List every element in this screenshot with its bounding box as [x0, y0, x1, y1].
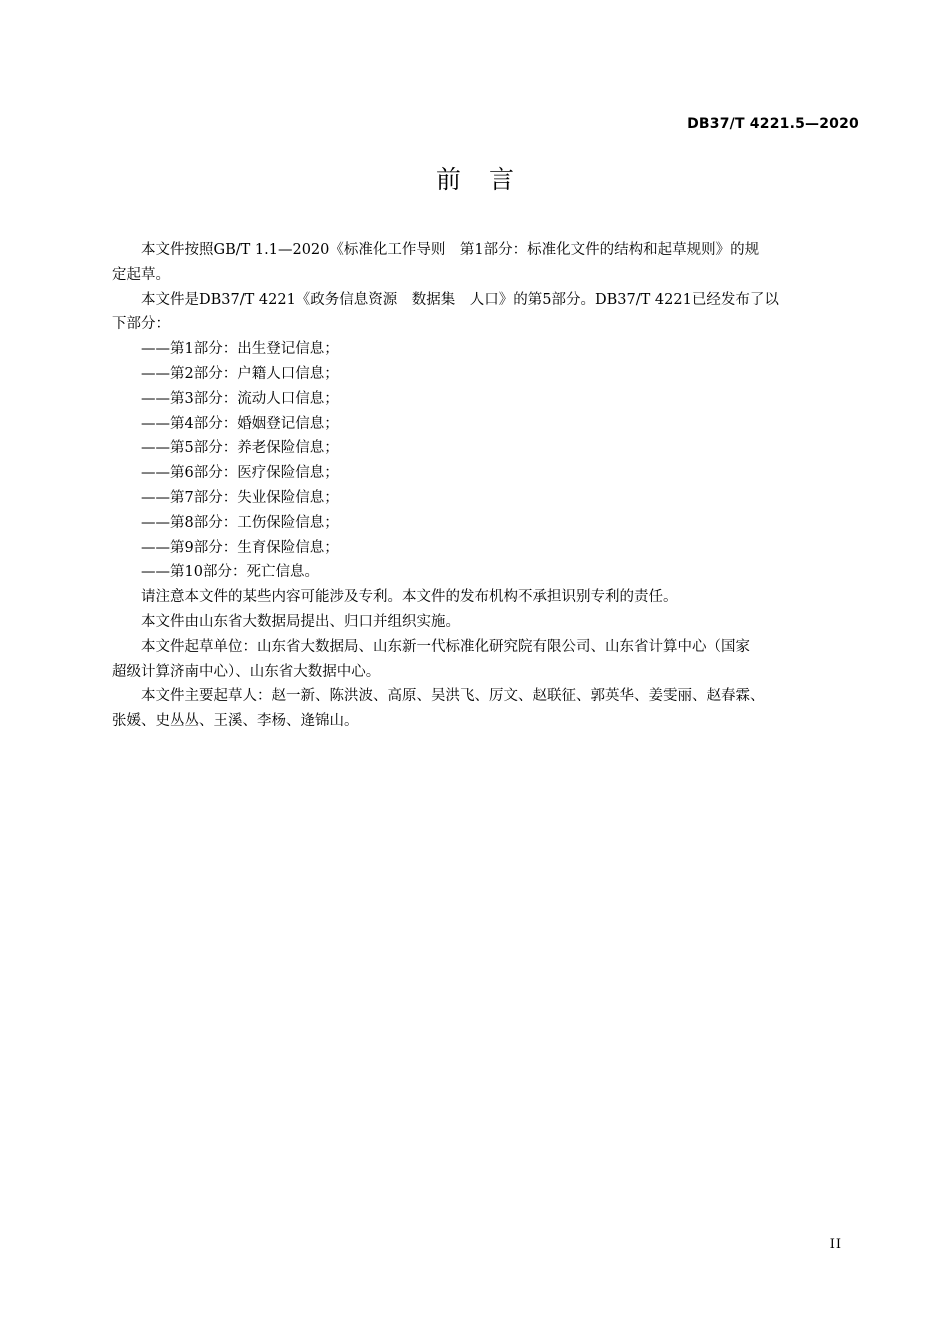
paragraph-drafting-units: [112, 635, 860, 660]
paragraph-drafters-cont: [112, 709, 860, 734]
list-item: ——第4部分：婚姻登记信息；: [141, 415, 339, 432]
list-item: ——第10部分：死亡信息。: [141, 564, 319, 581]
list-item: ——第5部分：养老保险信息；: [141, 440, 339, 457]
paragraph-line: 本文件起草单位：山东省大数据局、山东新一代标准化研究院有限公司、山东省计算中心（国家: [141, 638, 750, 655]
list-item: ——第1部分：出生登记信息；: [141, 341, 339, 358]
paragraph-line: 本文件主要起草人：赵一新、陈洪波、高原、吴洪飞、厉文、赵联征、郭英华、姜雯丽、赵春霖、: [141, 688, 765, 705]
paragraph-series-intro-cont: [112, 312, 860, 337]
paragraph-line: 超级计算济南中心）、山东省大数据中心。: [112, 663, 381, 680]
list-item: ——第2部分：户籍人口信息；: [141, 365, 339, 382]
paragraph-line: 本文件按照GB/T 1.1—2020《标准化工作导则 第1部分：标准化文件的结构和起草规则》的规: [141, 242, 760, 258]
paragraph-line: 本文件是DB37/T 4221《政务信息资源 数据集 人口》的第5部分。DB37/T 4221已经发布了以: [141, 291, 779, 308]
page-number: II: [829, 1237, 842, 1252]
document-body: [112, 238, 860, 734]
paragraph-line: 张媛、史丛丛、王溪、李杨、逄锦山。: [112, 713, 359, 730]
list-item: ——第6部分：医疗保险信息；: [141, 465, 339, 482]
paragraph-line: 定起草。: [112, 266, 170, 283]
paragraph-series-intro: [112, 288, 860, 313]
list-item: ——第7部分：失业保险信息；: [141, 489, 339, 506]
paragraph-drafters: [112, 684, 860, 709]
document-code: DB37/T 4221.5—2020: [687, 116, 859, 132]
paragraph-drafting-units-cont: [112, 660, 860, 685]
paragraph-drafting-rules-cont: [112, 263, 860, 288]
paragraph-proposer: 本文件由山东省大数据局提出、归口并组织实施。: [141, 613, 460, 630]
list-item: ——第3部分：流动人口信息；: [141, 390, 339, 407]
paragraph-line: 下部分：: [112, 316, 170, 333]
page-title: 前言: [435, 165, 542, 194]
list-item: ——第8部分：工伤保险信息；: [141, 514, 339, 531]
paragraph-drafting-rules: [112, 238, 860, 263]
paragraph-patent-notice: 请注意本文件的某些内容可能涉及专利。本文件的发布机构不承担识别专利的责任。: [141, 589, 678, 606]
list-item: ——第9部分：生育保险信息；: [141, 539, 339, 556]
